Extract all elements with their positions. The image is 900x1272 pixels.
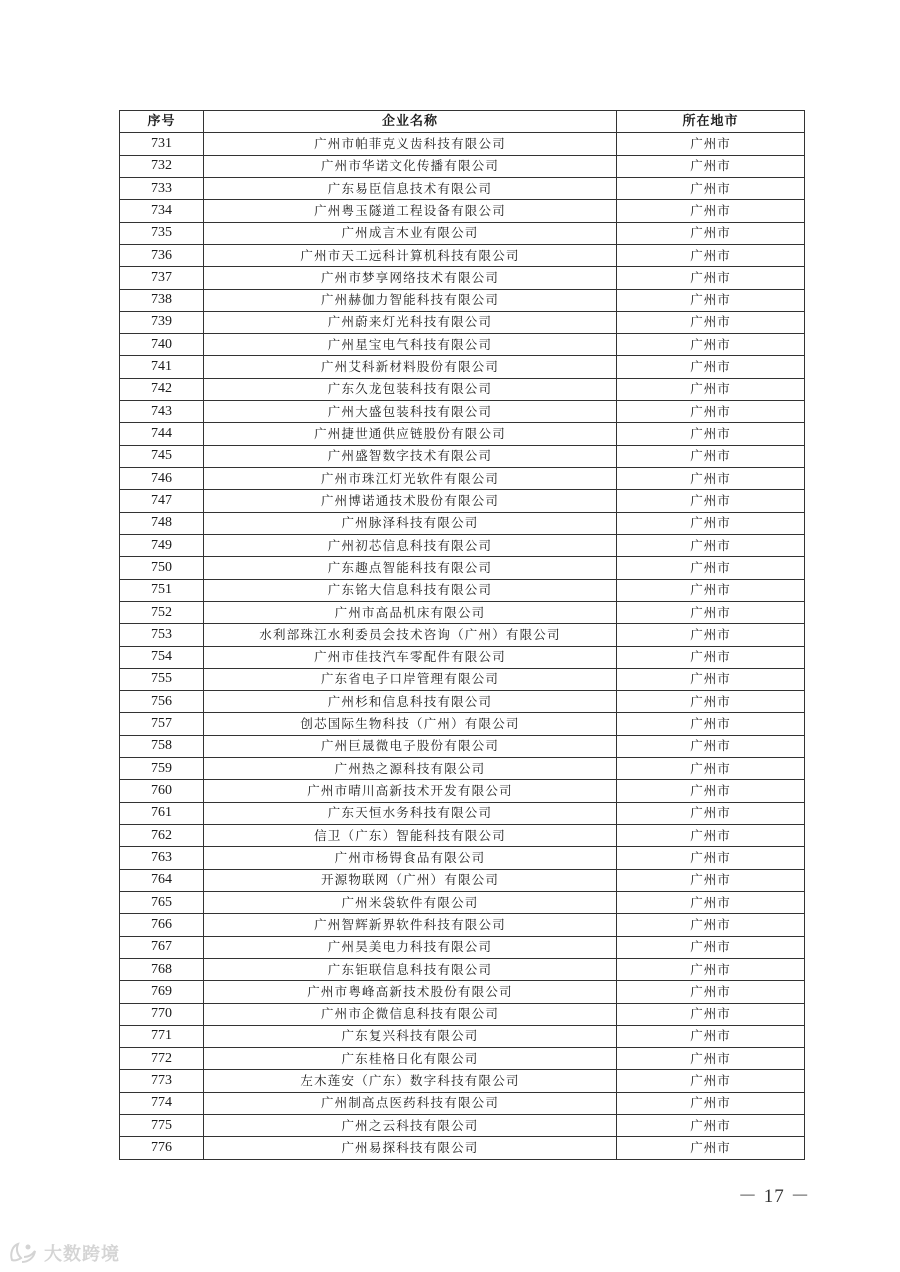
company-name-cell: 广州蔚来灯光科技有限公司	[204, 311, 617, 333]
city-cell: 广州市	[617, 1092, 805, 1114]
table-row	[120, 914, 805, 936]
table-row	[120, 1092, 805, 1114]
company-name-cell: 广州市晴川高新技术开发有限公司	[204, 780, 617, 802]
company-name-cell: 广州艾科新材料股份有限公司	[204, 356, 617, 378]
city-cell: 广州市	[617, 624, 805, 646]
city-cell: 广州市	[617, 512, 805, 534]
serial-number-cell: 772	[120, 1048, 204, 1070]
city-cell: 广州市	[617, 534, 805, 556]
table-row	[120, 802, 805, 824]
table-row	[120, 534, 805, 556]
company-name-cell: 广东久龙包装科技有限公司	[204, 378, 617, 400]
company-name-cell: 广东钜联信息科技有限公司	[204, 958, 617, 980]
city-cell: 广州市	[617, 401, 805, 423]
table-body	[120, 133, 805, 1159]
company-name-cell: 广州星宝电气科技有限公司	[204, 334, 617, 356]
table-row	[120, 177, 805, 199]
table-row	[120, 1003, 805, 1025]
city-cell: 广州市	[617, 155, 805, 177]
serial-number-cell: 771	[120, 1025, 204, 1047]
city-cell: 广州市	[617, 1048, 805, 1070]
company-name-cell: 广东铭大信息科技有限公司	[204, 579, 617, 601]
city-cell: 广州市	[617, 1115, 805, 1137]
company-name-cell: 广州市佳技汽车零配件有限公司	[204, 646, 617, 668]
table-row	[120, 267, 805, 289]
serial-number-cell: 765	[120, 891, 204, 913]
serial-number-cell: 767	[120, 936, 204, 958]
header-company-name: 企业名称	[204, 111, 617, 133]
header-serial-number: 序号	[120, 111, 204, 133]
city-cell: 广州市	[617, 668, 805, 690]
company-name-cell: 广州初芯信息科技有限公司	[204, 534, 617, 556]
watermark-text: 大数跨境	[44, 1244, 120, 1265]
company-name-cell: 创芯国际生物科技（广州）有限公司	[204, 713, 617, 735]
serial-number-cell: 748	[120, 512, 204, 534]
city-cell: 广州市	[617, 958, 805, 980]
city-cell: 广州市	[617, 490, 805, 512]
city-cell: 广州市	[617, 200, 805, 222]
company-name-cell: 信卫（广东）智能科技有限公司	[204, 825, 617, 847]
company-name-cell: 广州杉和信息科技有限公司	[204, 691, 617, 713]
city-cell: 广州市	[617, 289, 805, 311]
table-row	[120, 601, 805, 623]
company-name-cell: 广州热之源科技有限公司	[204, 758, 617, 780]
city-cell: 广州市	[617, 691, 805, 713]
serial-number-cell: 774	[120, 1092, 204, 1114]
city-cell: 广州市	[617, 356, 805, 378]
company-name-cell: 广州脉泽科技有限公司	[204, 512, 617, 534]
serial-number-cell: 738	[120, 289, 204, 311]
table-row	[120, 356, 805, 378]
company-name-cell: 广州市梦享网络技术有限公司	[204, 267, 617, 289]
serial-number-cell: 747	[120, 490, 204, 512]
city-cell: 广州市	[617, 557, 805, 579]
city-cell: 广州市	[617, 1070, 805, 1092]
table-row	[120, 891, 805, 913]
city-cell: 广州市	[617, 981, 805, 1003]
table-row	[120, 847, 805, 869]
company-name-cell: 广州市天工远科计算机科技有限公司	[204, 244, 617, 266]
serial-number-cell: 766	[120, 914, 204, 936]
serial-number-cell: 751	[120, 579, 204, 601]
city-cell: 广州市	[617, 1137, 805, 1159]
city-cell: 广州市	[617, 133, 805, 155]
serial-number-cell: 773	[120, 1070, 204, 1092]
company-name-cell: 开源物联网（广州）有限公司	[204, 869, 617, 891]
serial-number-cell: 750	[120, 557, 204, 579]
company-name-cell: 广东省电子口岸管理有限公司	[204, 668, 617, 690]
company-name-cell: 广州智辉新界软件科技有限公司	[204, 914, 617, 936]
company-name-cell: 广州市企微信息科技有限公司	[204, 1003, 617, 1025]
table-row	[120, 691, 805, 713]
table-row	[120, 468, 805, 490]
table-row	[120, 958, 805, 980]
table-row	[120, 311, 805, 333]
city-cell: 广州市	[617, 334, 805, 356]
table-row	[120, 512, 805, 534]
table-row	[120, 758, 805, 780]
table-row	[120, 579, 805, 601]
table-row	[120, 334, 805, 356]
serial-number-cell: 764	[120, 869, 204, 891]
company-name-cell: 广东天恒水务科技有限公司	[204, 802, 617, 824]
company-name-cell: 广州市珠江灯光软件有限公司	[204, 468, 617, 490]
serial-number-cell: 737	[120, 267, 204, 289]
table-row	[120, 155, 805, 177]
company-name-cell: 左木莲安（广东）数字科技有限公司	[204, 1070, 617, 1092]
table-row	[120, 1025, 805, 1047]
serial-number-cell: 768	[120, 958, 204, 980]
city-cell: 广州市	[617, 713, 805, 735]
table-row	[120, 668, 805, 690]
serial-number-cell: 753	[120, 624, 204, 646]
table-row	[120, 1048, 805, 1070]
serial-number-cell: 731	[120, 133, 204, 155]
table-row	[120, 289, 805, 311]
city-cell: 广州市	[617, 177, 805, 199]
serial-number-cell: 770	[120, 1003, 204, 1025]
serial-number-cell: 757	[120, 713, 204, 735]
company-name-cell: 广州之云科技有限公司	[204, 1115, 617, 1137]
company-name-cell: 广州巨晟微电子股份有限公司	[204, 735, 617, 757]
table-row	[120, 244, 805, 266]
city-cell: 广州市	[617, 758, 805, 780]
serial-number-cell: 734	[120, 200, 204, 222]
serial-number-cell: 743	[120, 401, 204, 423]
city-cell: 广州市	[617, 1003, 805, 1025]
serial-number-cell: 775	[120, 1115, 204, 1137]
city-cell: 广州市	[617, 802, 805, 824]
table-row	[120, 981, 805, 1003]
serial-number-cell: 744	[120, 423, 204, 445]
company-name-cell: 广州昊美电力科技有限公司	[204, 936, 617, 958]
company-name-cell: 广州市粤峰高新技术股份有限公司	[204, 981, 617, 1003]
table-row	[120, 222, 805, 244]
company-name-cell: 广州米袋软件有限公司	[204, 891, 617, 913]
brand-logo-icon	[8, 1240, 38, 1266]
serial-number-cell: 754	[120, 646, 204, 668]
city-cell: 广州市	[617, 847, 805, 869]
table-row	[120, 646, 805, 668]
company-name-cell: 广东复兴科技有限公司	[204, 1025, 617, 1047]
serial-number-cell: 745	[120, 445, 204, 467]
table-row	[120, 825, 805, 847]
serial-number-cell: 733	[120, 177, 204, 199]
company-name-cell: 广州大盛包装科技有限公司	[204, 401, 617, 423]
city-cell: 广州市	[617, 936, 805, 958]
company-name-cell: 广州制高点医药科技有限公司	[204, 1092, 617, 1114]
company-name-cell: 广州市高品机床有限公司	[204, 601, 617, 623]
serial-number-cell: 759	[120, 758, 204, 780]
table-row	[120, 401, 805, 423]
table-row	[120, 780, 805, 802]
serial-number-cell: 749	[120, 534, 204, 556]
serial-number-cell: 769	[120, 981, 204, 1003]
city-cell: 广州市	[617, 735, 805, 757]
company-name-cell: 广州粤玉隧道工程设备有限公司	[204, 200, 617, 222]
city-cell: 广州市	[617, 914, 805, 936]
company-name-cell: 广州捷世通供应链股份有限公司	[204, 423, 617, 445]
table-header-row	[120, 111, 805, 133]
serial-number-cell: 736	[120, 244, 204, 266]
city-cell: 广州市	[617, 869, 805, 891]
serial-number-cell: 732	[120, 155, 204, 177]
company-name-cell: 水利部珠江水利委员会技术咨询（广州）有限公司	[204, 624, 617, 646]
table-row	[120, 936, 805, 958]
city-cell: 广州市	[617, 780, 805, 802]
serial-number-cell: 739	[120, 311, 204, 333]
table-row	[120, 624, 805, 646]
city-cell: 广州市	[617, 222, 805, 244]
serial-number-cell: 776	[120, 1137, 204, 1159]
serial-number-cell: 746	[120, 468, 204, 490]
serial-number-cell: 763	[120, 847, 204, 869]
company-name-cell: 广州赫伽力智能科技有限公司	[204, 289, 617, 311]
table-row	[120, 445, 805, 467]
serial-number-cell: 760	[120, 780, 204, 802]
serial-number-cell: 762	[120, 825, 204, 847]
table-row	[120, 713, 805, 735]
company-table	[119, 110, 805, 1160]
city-cell: 广州市	[617, 825, 805, 847]
city-cell: 广州市	[617, 891, 805, 913]
serial-number-cell: 758	[120, 735, 204, 757]
serial-number-cell: 752	[120, 601, 204, 623]
table-row	[120, 1137, 805, 1159]
company-name-cell: 广州盛智数字技术有限公司	[204, 445, 617, 467]
city-cell: 广州市	[617, 1025, 805, 1047]
city-cell: 广州市	[617, 646, 805, 668]
company-name-cell: 广州市杨锝食品有限公司	[204, 847, 617, 869]
watermark	[8, 1240, 120, 1266]
table-row	[120, 869, 805, 891]
serial-number-cell: 755	[120, 668, 204, 690]
company-name-cell: 广州市华诺文化传播有限公司	[204, 155, 617, 177]
table-row	[120, 423, 805, 445]
serial-number-cell: 741	[120, 356, 204, 378]
city-cell: 广州市	[617, 468, 805, 490]
city-cell: 广州市	[617, 378, 805, 400]
serial-number-cell: 761	[120, 802, 204, 824]
company-name-cell: 广东趣点智能科技有限公司	[204, 557, 617, 579]
serial-number-cell: 735	[120, 222, 204, 244]
table-row	[120, 735, 805, 757]
table-row	[120, 490, 805, 512]
city-cell: 广州市	[617, 267, 805, 289]
serial-number-cell: 756	[120, 691, 204, 713]
table-row	[120, 133, 805, 155]
header-city: 所在地市	[617, 111, 805, 133]
table-row	[120, 1070, 805, 1092]
city-cell: 广州市	[617, 579, 805, 601]
city-cell: 广州市	[617, 601, 805, 623]
city-cell: 广州市	[617, 244, 805, 266]
company-name-cell: 广东桂格日化有限公司	[204, 1048, 617, 1070]
serial-number-cell: 742	[120, 378, 204, 400]
table-row	[120, 1115, 805, 1137]
city-cell: 广州市	[617, 423, 805, 445]
serial-number-cell: 740	[120, 334, 204, 356]
table-row	[120, 200, 805, 222]
page-number: － 17 －	[738, 1186, 811, 1207]
company-name-cell: 广州市帕菲克义齿科技有限公司	[204, 133, 617, 155]
company-name-cell: 广州成言木业有限公司	[204, 222, 617, 244]
table-row	[120, 378, 805, 400]
city-cell: 广州市	[617, 445, 805, 467]
company-name-cell: 广东易臣信息技术有限公司	[204, 177, 617, 199]
company-name-cell: 广州博诺通技术股份有限公司	[204, 490, 617, 512]
table-row	[120, 557, 805, 579]
city-cell: 广州市	[617, 311, 805, 333]
company-name-cell: 广州易探科技有限公司	[204, 1137, 617, 1159]
